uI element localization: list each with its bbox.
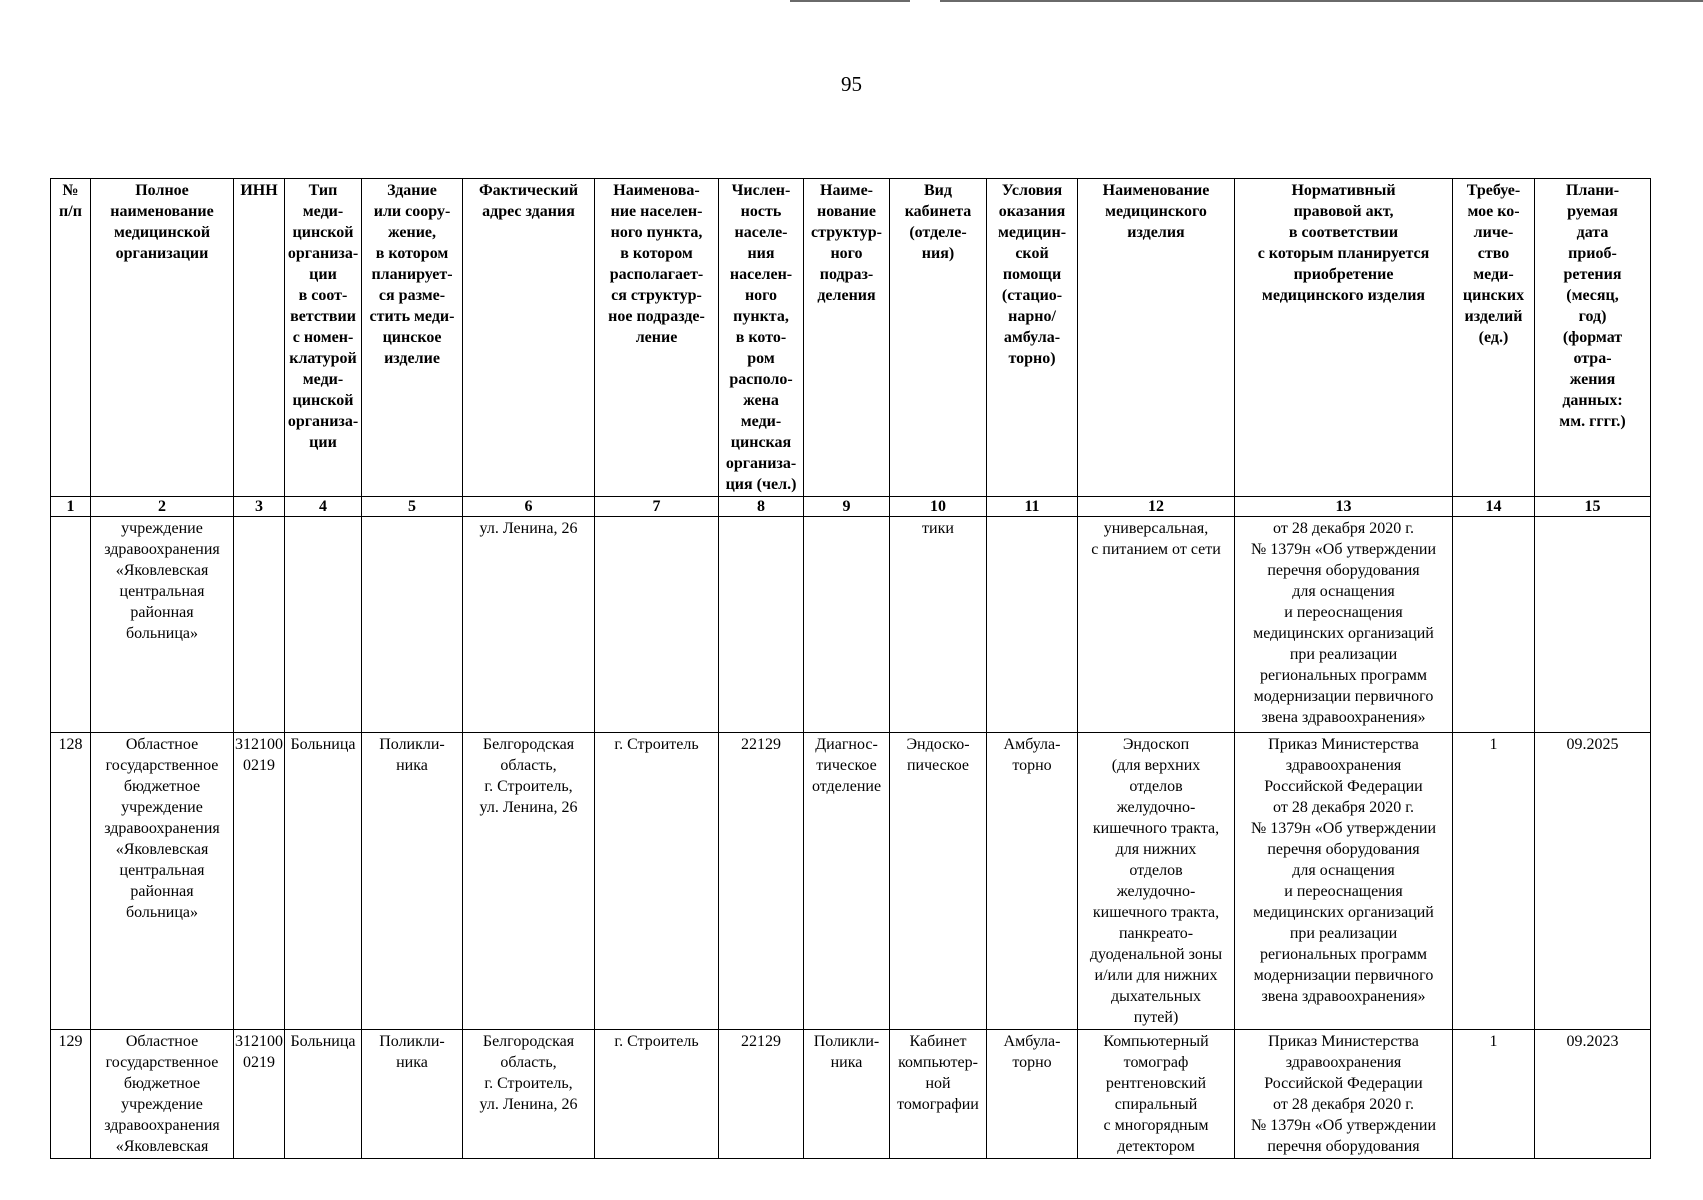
table-cell: [987, 517, 1078, 733]
table-cell: [719, 517, 804, 733]
header-cell-2: Полное наименование медицинской организации: [91, 179, 234, 497]
table-cell: Приказ Министерства здравоохранения Российской Федерации от 28 декабря 2020 г. № 1379н «Об утверждении перечня оборудования для оснащения и переоснащения медицинских организаций при реализации региональных программ модернизации первичного звена здравоохранения»: [1235, 733, 1453, 1030]
table-cell: [1535, 517, 1651, 733]
table-cell: универсальная, с питанием от сети: [1078, 517, 1235, 733]
table-cell: [362, 517, 463, 733]
table-cell: Белгородская область, г. Строитель, ул. Ленина, 26: [463, 1030, 595, 1159]
header-cell-9: Наиме- нование структур- ного подраз- деления: [804, 179, 890, 497]
table-cell: 22129: [719, 733, 804, 1030]
column-number: 6: [463, 497, 595, 517]
column-number: 10: [890, 497, 987, 517]
column-number: 15: [1535, 497, 1651, 517]
column-number: 2: [91, 497, 234, 517]
column-number: 1: [51, 497, 91, 517]
table-cell: 09.2025: [1535, 733, 1651, 1030]
column-number: 12: [1078, 497, 1235, 517]
table-cell: г. Строитель: [595, 1030, 719, 1159]
table-cell: ул. Ленина, 26: [463, 517, 595, 733]
table-cell: [595, 517, 719, 733]
header-cell-15: Плани- руемая дата приоб- ретения (месяц, год) (формат отра- жения данных: мм. гггг.): [1535, 179, 1651, 497]
column-number-row: [51, 497, 1651, 517]
table-cell: 1: [1453, 733, 1535, 1030]
header-cell-1: № п/п: [51, 179, 91, 497]
table-cell: 22129: [719, 1030, 804, 1159]
table-cell: Поликли- ника: [362, 733, 463, 1030]
scan-artifact-line: [790, 0, 910, 2]
column-number: 13: [1235, 497, 1453, 517]
table-row: [51, 1030, 1651, 1159]
table-row: [51, 733, 1651, 1030]
column-number: 4: [285, 497, 362, 517]
scan-artifact-line: [940, 0, 1703, 2]
table-cell: [234, 517, 285, 733]
column-number: 5: [362, 497, 463, 517]
table-cell: учреждение здравоохранения «Яковлевская центральная районная больница»: [91, 517, 234, 733]
column-number: 7: [595, 497, 719, 517]
table-cell: Областное государственное бюджетное учреждение здравоохранения «Яковлевская: [91, 1030, 234, 1159]
table-cell: Эндоскоп (для верхних отделов желудочно- кишечного тракта, для нижних отделов желудочно- кишечного тракта, панкреато- дуоденальной зоны и/или для нижних дыхательных путей): [1078, 733, 1235, 1030]
row-number: 128: [51, 733, 91, 1030]
table-cell: от 28 декабря 2020 г. № 1379н «Об утверждении перечня оборудования для оснащения и переоснащения медицинских организаций при реализации региональных программ модернизации первичного звена здравоохранения»: [1235, 517, 1453, 733]
table-cell: Диагнос- тическое отделение: [804, 733, 890, 1030]
page-number: 95: [841, 72, 862, 96]
table-cell: Эндоско- пическое: [890, 733, 987, 1030]
column-number: 9: [804, 497, 890, 517]
header-cell-5: Здание или соору- жение, в котором планирует- ся разме- стить меди- цинское изделие: [362, 179, 463, 497]
table-cell: Поликли- ника: [804, 1030, 890, 1159]
column-number: 14: [1453, 497, 1535, 517]
column-number: 3: [234, 497, 285, 517]
column-number: 11: [987, 497, 1078, 517]
table-cell: [51, 517, 91, 733]
header-cell-3: ИНН: [234, 179, 285, 497]
header-cell-6: Фактический адрес здания: [463, 179, 595, 497]
table-cell: 1: [1453, 1030, 1535, 1159]
equipment-register-table: [50, 178, 1651, 1159]
table-cell: тики: [890, 517, 987, 733]
table-cell: Кабинет компьютер- ной томографии: [890, 1030, 987, 1159]
table-cell: 312100 0219: [234, 1030, 285, 1159]
header-row: [51, 179, 1651, 497]
table-cell: г. Строитель: [595, 733, 719, 1030]
table-row: [51, 517, 1651, 733]
table-cell: 09.2023: [1535, 1030, 1651, 1159]
header-cell-10: Вид кабинета (отделе- ния): [890, 179, 987, 497]
header-cell-12: Наименование медицинского изделия: [1078, 179, 1235, 497]
column-number: 8: [719, 497, 804, 517]
header-cell-8: Числен- ность населе- ния населен- ного пункта, в кото- ром располо- жена меди- цинская организа- ция (чел.): [719, 179, 804, 497]
header-cell-7: Наименова- ние населен- ного пункта, в котором располагает- ся структур- ное подразде- ление: [595, 179, 719, 497]
table-cell: [804, 517, 890, 733]
table-cell: [1453, 517, 1535, 733]
row-number: 129: [51, 1030, 91, 1159]
header-cell-11: Условия оказания медицин- ской помощи (стацио- нарно/ амбула- торно): [987, 179, 1078, 497]
table-cell: [285, 517, 362, 733]
header-cell-4: Тип меди- цинской организа- ции в соот- ветствии с номен- клатурой меди- цинской организа- ции: [285, 179, 362, 497]
table-cell: Амбула- торно: [987, 1030, 1078, 1159]
header-cell-13: Нормативный правовой акт, в соответствии с которым планируется приобретение медицинского изделия: [1235, 179, 1453, 497]
table-cell: Компьютерный томограф рентгеновский спиральный с многорядным детектором: [1078, 1030, 1235, 1159]
table-cell: Больница: [285, 1030, 362, 1159]
header-cell-14: Требуе- мое ко- личе- ство меди- цинских изделий (ед.): [1453, 179, 1535, 497]
table-cell: Областное государственное бюджетное учреждение здравоохранения «Яковлевская центральная районная больница»: [91, 733, 234, 1030]
table-cell: Белгородская область, г. Строитель, ул. Ленина, 26: [463, 733, 595, 1030]
table-cell: Амбула- торно: [987, 733, 1078, 1030]
table-cell: Поликли- ника: [362, 1030, 463, 1159]
table-cell: 312100 0219: [234, 733, 285, 1030]
table-cell: Приказ Министерства здравоохранения Российской Федерации от 28 декабря 2020 г. № 1379н «Об утверждении перечня оборудования: [1235, 1030, 1453, 1159]
table-cell: Больница: [285, 733, 362, 1030]
